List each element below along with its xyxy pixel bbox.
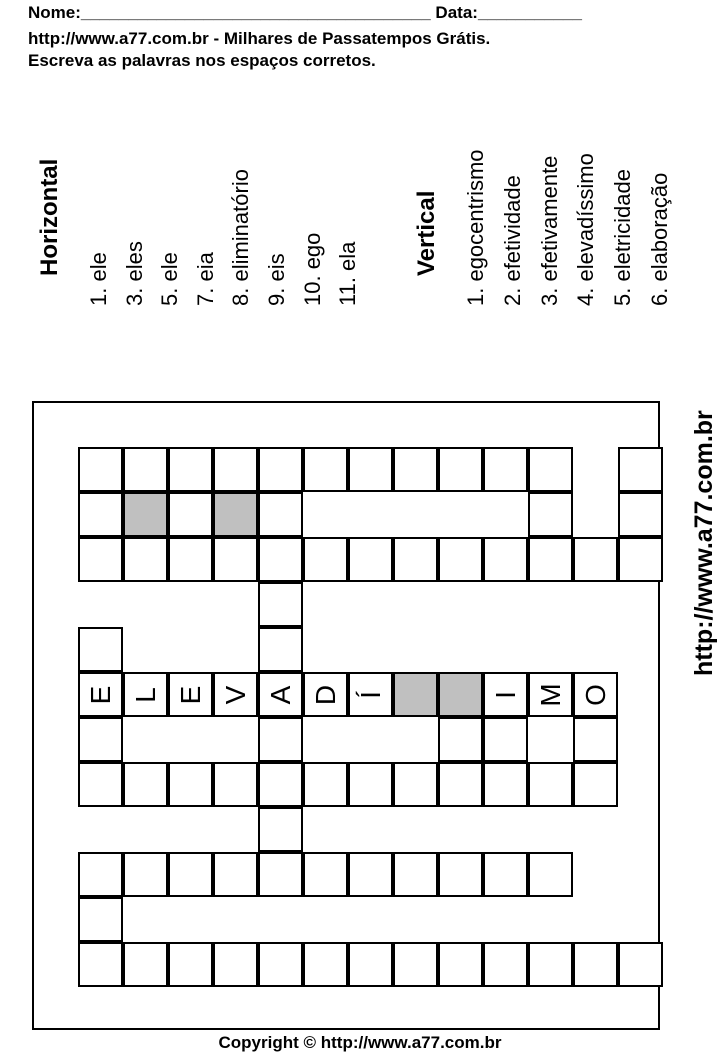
- grid-cell[interactable]: [123, 492, 168, 537]
- grid-cell[interactable]: [483, 762, 528, 807]
- grid-cell[interactable]: [213, 942, 258, 987]
- cell-letter: V: [219, 685, 251, 704]
- grid-cell[interactable]: [78, 942, 123, 987]
- grid-cell[interactable]: [213, 852, 258, 897]
- grid-cell[interactable]: [258, 627, 303, 672]
- grid-cell[interactable]: [348, 447, 393, 492]
- grid-cell[interactable]: [393, 672, 438, 717]
- cell-letter: O: [579, 683, 611, 706]
- name-date-line: Nome:_____________________________________ Data:___________: [28, 3, 582, 22]
- grid-cell[interactable]: [528, 447, 573, 492]
- grid-cell[interactable]: [303, 852, 348, 897]
- vertical-clue: 3. efetivamente: [536, 155, 562, 306]
- vertical-title: Vertical: [413, 190, 440, 276]
- grid-cell[interactable]: [303, 672, 348, 717]
- grid-cell[interactable]: [123, 852, 168, 897]
- horizontal-clue: 8. eliminatório: [228, 169, 254, 306]
- cell-letter: D: [309, 684, 341, 705]
- cell-letter: M: [534, 682, 566, 707]
- side-url: http://www.a77.com.br: [690, 410, 718, 676]
- horizontal-clue: 11. ela: [335, 241, 361, 306]
- grid-cell[interactable]: [78, 672, 123, 717]
- grid-cell[interactable]: [123, 537, 168, 582]
- grid-cell[interactable]: [258, 807, 303, 852]
- grid-cell[interactable]: [168, 672, 213, 717]
- grid-cell[interactable]: [573, 672, 618, 717]
- grid-cell[interactable]: [258, 492, 303, 537]
- horizontal-clue: 10. ego: [299, 232, 325, 306]
- grid-cell[interactable]: [573, 537, 618, 582]
- grid-cell[interactable]: [438, 942, 483, 987]
- grid-cell[interactable]: [528, 942, 573, 987]
- grid-cell[interactable]: [168, 447, 213, 492]
- grid-cell[interactable]: [78, 537, 123, 582]
- grid-cell[interactable]: [573, 942, 618, 987]
- grid-cell[interactable]: [393, 762, 438, 807]
- grid-cell[interactable]: [213, 447, 258, 492]
- grid-cell[interactable]: [78, 447, 123, 492]
- grid-cell[interactable]: [348, 852, 393, 897]
- grid-cell[interactable]: [258, 717, 303, 762]
- cell-letter: L: [129, 686, 161, 703]
- grid-cell[interactable]: [78, 492, 123, 537]
- horizontal-clue: 5. ele: [157, 252, 183, 306]
- grid-cell[interactable]: [78, 717, 123, 762]
- grid-cell[interactable]: [213, 672, 258, 717]
- grid-cell[interactable]: [258, 447, 303, 492]
- grid-cell[interactable]: [168, 537, 213, 582]
- grid-cell[interactable]: [123, 942, 168, 987]
- cell-letter: E: [174, 685, 206, 704]
- vertical-clue: 6. elaboração: [647, 172, 672, 306]
- instruction-line: Escreva as palavras nos espaços corretos.: [28, 51, 376, 70]
- grid-cell[interactable]: [483, 672, 528, 717]
- grid-cell[interactable]: [528, 492, 573, 537]
- grid-cell[interactable]: [438, 672, 483, 717]
- grid-cell[interactable]: [618, 537, 663, 582]
- grid-cell[interactable]: [123, 672, 168, 717]
- grid-cell[interactable]: [303, 537, 348, 582]
- grid-cell[interactable]: [78, 627, 123, 672]
- grid-cell[interactable]: [348, 537, 393, 582]
- grid-cell[interactable]: [483, 852, 528, 897]
- horizontal-title: Horizontal: [36, 158, 63, 276]
- grid-cell[interactable]: [303, 762, 348, 807]
- grid-cell[interactable]: [393, 537, 438, 582]
- grid-cell[interactable]: [348, 942, 393, 987]
- grid-cell[interactable]: [618, 447, 663, 492]
- grid-cell[interactable]: [483, 942, 528, 987]
- horizontal-clue: 7. eia: [192, 252, 218, 306]
- grid-cell[interactable]: [123, 762, 168, 807]
- grid-cell[interactable]: [258, 672, 303, 717]
- horizontal-clue: 1. ele: [86, 252, 111, 306]
- grid-cell[interactable]: [78, 897, 123, 942]
- grid-cell[interactable]: [528, 672, 573, 717]
- grid-cell[interactable]: [438, 762, 483, 807]
- grid-cell[interactable]: [303, 942, 348, 987]
- grid-cell[interactable]: [258, 942, 303, 987]
- grid-cell[interactable]: [258, 852, 303, 897]
- cell-letter: I: [489, 690, 521, 699]
- grid-cell[interactable]: [483, 537, 528, 582]
- horizontal-clue: 9. eis: [264, 253, 289, 306]
- grid-cell[interactable]: [438, 852, 483, 897]
- copyright-footer: Copyright © http://www.a77.com.br: [218, 1033, 502, 1052]
- vertical-clue: 1. egocentrismo: [463, 149, 488, 306]
- grid-cell[interactable]: [438, 537, 483, 582]
- grid-cell[interactable]: [123, 447, 168, 492]
- grid-cell[interactable]: [213, 537, 258, 582]
- grid-cell[interactable]: [78, 852, 123, 897]
- vertical-clue: 2. efetividade: [499, 175, 525, 306]
- crossword-frame: [32, 401, 660, 1030]
- grid-cell[interactable]: [618, 942, 663, 987]
- horizontal-clue: 3. eles: [121, 241, 147, 306]
- grid-cell[interactable]: [348, 672, 393, 717]
- grid-cell[interactable]: [438, 447, 483, 492]
- grid-cell[interactable]: [258, 537, 303, 582]
- cell-letter: E: [84, 685, 116, 704]
- grid-cell[interactable]: [168, 942, 213, 987]
- site-line: http://www.a77.com.br - Milhares de Passatempos Grátis.: [28, 29, 491, 48]
- grid-cell[interactable]: [393, 447, 438, 492]
- cell-letter: Í: [354, 690, 386, 699]
- grid-cell[interactable]: [528, 852, 573, 897]
- grid-cell[interactable]: [393, 942, 438, 987]
- vertical-clue: 4. elevadíssimo: [573, 153, 599, 306]
- grid-cell[interactable]: [438, 717, 483, 762]
- grid-cell[interactable]: [78, 762, 123, 807]
- grid-cell[interactable]: [573, 762, 618, 807]
- grid-cell[interactable]: [258, 582, 303, 627]
- cell-letter: A: [264, 685, 296, 704]
- grid-cell[interactable]: [168, 852, 213, 897]
- grid-cell[interactable]: [528, 537, 573, 582]
- vertical-clue: 5. eletricidade: [610, 169, 636, 306]
- grid-cell[interactable]: [393, 852, 438, 897]
- grid-cell[interactable]: [168, 492, 213, 537]
- grid-cell[interactable]: [213, 762, 258, 807]
- grid-cell[interactable]: [483, 717, 528, 762]
- grid-cell[interactable]: [618, 492, 663, 537]
- grid-cell[interactable]: [528, 762, 573, 807]
- grid-cell[interactable]: [303, 447, 348, 492]
- grid-cell[interactable]: [348, 762, 393, 807]
- grid-cell[interactable]: [168, 762, 213, 807]
- grid-cell[interactable]: [213, 492, 258, 537]
- grid-cell[interactable]: [258, 762, 303, 807]
- grid-cell[interactable]: [573, 717, 618, 762]
- grid-cell[interactable]: [483, 447, 528, 492]
